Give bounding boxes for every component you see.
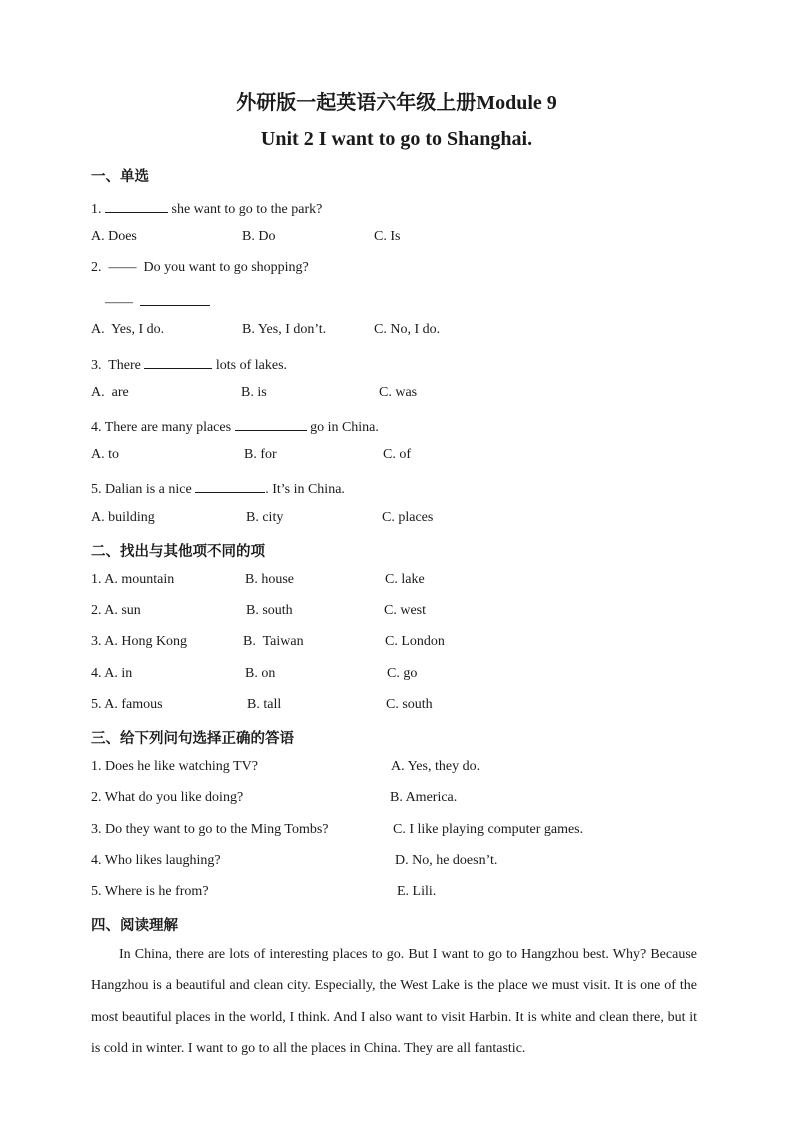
option-a: A. building (91, 510, 155, 525)
question-text-post: go in China. (306, 420, 379, 435)
odd-one-out-item-b: B. tall (247, 697, 282, 712)
answer-blank (105, 198, 168, 213)
odd-one-out-item-c: C. south (386, 697, 433, 712)
question-2 (91, 260, 309, 276)
matching-answer: E. Lili. (397, 884, 437, 899)
matching-question: 3. Do they want to go to the Ming Tombs? (91, 822, 329, 837)
answer-blank (144, 354, 212, 369)
odd-one-out-item-a: 2. A. sun (91, 603, 141, 618)
option-a: A. to (91, 447, 119, 462)
option-a: A. are (91, 385, 129, 400)
question-prompt: —— Do you want to go shopping? (108, 260, 309, 275)
section-heading-reading: 四、阅读理解 (91, 918, 178, 934)
odd-one-out-item-c: C. go (387, 666, 418, 681)
odd-one-out-item-b: B. on (245, 666, 276, 681)
option-b: B. for (244, 447, 277, 462)
odd-one-out-item-a: 4. A. in (91, 666, 133, 681)
option-c: C. of (383, 447, 411, 462)
question-text-post: lots of lakes. (212, 358, 288, 373)
answer-blank (140, 291, 210, 306)
option-c: C. places (382, 510, 434, 525)
matching-question: 4. Who likes laughing? (91, 853, 221, 868)
odd-one-out-item-b: B. Taiwan (243, 634, 304, 649)
matching-answer: D. No, he doesn’t. (395, 853, 498, 868)
option-c: C. No, I do. (374, 322, 441, 337)
question-text-pre: 5. Dalian is a nice (91, 482, 196, 497)
odd-one-out-item-b: B. house (245, 572, 294, 587)
question-number: 2. (91, 260, 102, 275)
section-heading-odd-one-out: 二、找出与其他项不同的项 (91, 544, 265, 560)
reading-passage: In China, there are lots of interesting places to go. But I want to go to Hangzhou best. Why? Because Hangzhou is a beautiful and clean city. Especially, the West Lake is the place we must visit. It is one of the most beautiful places in the world, I think. And I also want to visit Harbin. It is white and clean there, but it is cold in winter. I want to go to all the places in China. They are all fantastic. (91, 947, 697, 1056)
odd-one-out-item-b: B. south (246, 603, 293, 618)
section-heading-matching: 三、给下列问句选择正确的答语 (91, 731, 294, 747)
question-text-pre: 3. There (91, 358, 145, 373)
page-title: 外研版一起英语六年级上册Module 9 (236, 92, 557, 114)
answer-blank (195, 478, 265, 493)
odd-one-out-item-c: C. lake (385, 572, 425, 587)
matching-question: 2. What do you like doing? (91, 790, 244, 805)
question-number: 1. (91, 202, 102, 217)
option-b: B. Yes, I don’t. (242, 322, 327, 337)
option-b: B. city (246, 510, 284, 525)
matching-question: 1. Does he like watching TV? (91, 759, 258, 774)
odd-one-out-item-a: 3. A. Hong Kong (91, 634, 188, 649)
answer-blank (235, 416, 307, 431)
section-heading-single-choice: 一、单选 (91, 169, 149, 185)
option-c: C. Is (374, 229, 401, 244)
question-text-post: . It’s in China. (265, 482, 345, 497)
dash: —— (105, 295, 133, 310)
matching-answer: C. I like playing computer games. (393, 822, 584, 837)
option-b: B. is (241, 385, 267, 400)
question-2-reply (105, 291, 210, 311)
option-a: A. Yes, I do. (91, 322, 165, 337)
question-3 (91, 354, 287, 374)
odd-one-out-item-a: 1. A. mountain (91, 572, 175, 587)
question-5 (91, 478, 345, 498)
question-text: she want to go to the park? (168, 202, 323, 217)
question-1 (91, 198, 322, 218)
odd-one-out-item-c: C. London (385, 634, 445, 649)
option-c: C. was (379, 385, 418, 400)
matching-answer: A. Yes, they do. (391, 759, 481, 774)
question-4 (91, 416, 379, 436)
question-text-pre: 4. There are many places (91, 420, 235, 435)
odd-one-out-item-c: C. west (384, 603, 426, 618)
page-subtitle: Unit 2 I want to go to Shanghai. (260, 128, 533, 150)
matching-answer: B. America. (390, 790, 458, 805)
matching-question: 5. Where is he from? (91, 884, 209, 899)
option-b: B. Do (242, 229, 276, 244)
option-a: A. Does (91, 229, 137, 244)
odd-one-out-item-a: 5. A. famous (91, 697, 163, 712)
